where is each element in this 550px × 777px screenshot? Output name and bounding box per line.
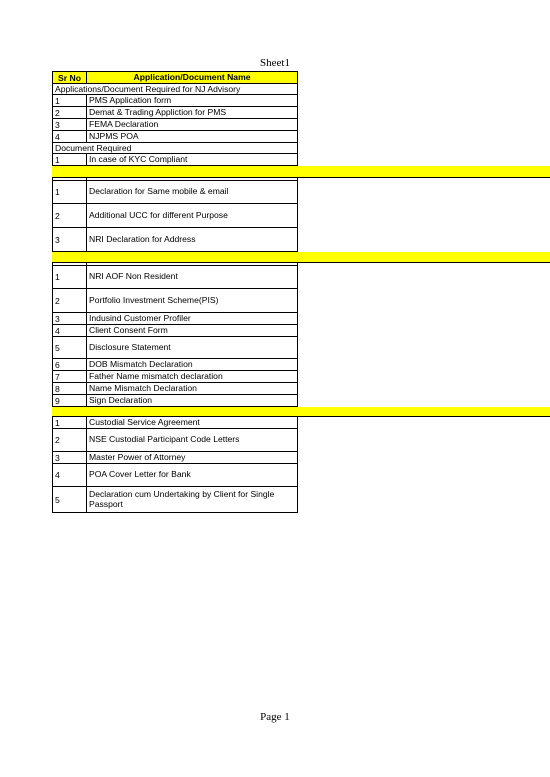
table-row bbox=[52, 204, 550, 228]
document-name-cell: NRI Declaration for Address bbox=[87, 228, 298, 252]
table-row bbox=[52, 337, 550, 359]
table-row bbox=[52, 119, 550, 131]
document-name-cell: Father Name mismatch declaration bbox=[87, 371, 298, 383]
document-name-cell: NSE Custodial Participant Code Letters bbox=[87, 429, 298, 452]
sr-no-cell: 2 bbox=[52, 204, 87, 228]
sr-no-cell: 2 bbox=[52, 429, 87, 452]
sr-no-cell: 7 bbox=[52, 371, 87, 383]
table-header-row bbox=[52, 71, 550, 84]
document-name-cell: NJPMS POA bbox=[87, 131, 298, 143]
sr-no-cell: 8 bbox=[52, 383, 87, 395]
section-label: Document Required bbox=[52, 143, 298, 154]
document-name-cell: Indusind Customer Profiler bbox=[87, 313, 298, 325]
sr-no-cell: 4 bbox=[52, 325, 87, 337]
sr-no-cell: 2 bbox=[52, 289, 87, 313]
sr-no-cell: 1 bbox=[52, 154, 87, 166]
document-name-cell: Declaration for Same mobile & email bbox=[87, 181, 298, 204]
document-name-cell: Disclosure Statement bbox=[87, 337, 298, 359]
table-row bbox=[52, 313, 550, 325]
table-row bbox=[52, 452, 550, 464]
sr-no-cell: 1 bbox=[52, 95, 87, 107]
table-row bbox=[52, 417, 550, 429]
table-row bbox=[52, 181, 550, 204]
document-name-cell: Portfolio Investment Scheme(PIS) bbox=[87, 289, 298, 313]
document-name-cell: Demat & Trading Appliction for PMS bbox=[87, 107, 298, 119]
sr-no-cell: 6 bbox=[52, 359, 87, 371]
sr-no-cell: 1 bbox=[52, 181, 87, 204]
highlight-band bbox=[52, 407, 550, 417]
table-row bbox=[52, 383, 550, 395]
table-row bbox=[52, 266, 550, 289]
table-row bbox=[52, 464, 550, 487]
document-name-cell: POA Cover Letter for Bank bbox=[87, 464, 298, 487]
table-row bbox=[52, 131, 550, 143]
table-row bbox=[52, 154, 550, 166]
sr-no-cell: 4 bbox=[52, 131, 87, 143]
table-row bbox=[52, 371, 550, 383]
sr-no-cell: 9 bbox=[52, 395, 87, 407]
section-row bbox=[52, 84, 550, 95]
document-name-cell: Declaration cum Undertaking by Client for Single Passport bbox=[87, 487, 298, 513]
sr-no-cell: 3 bbox=[52, 313, 87, 325]
table-row bbox=[52, 429, 550, 452]
table-row bbox=[52, 359, 550, 371]
highlight-band bbox=[52, 252, 550, 263]
highlight-band bbox=[52, 166, 550, 178]
sr-no-cell: 1 bbox=[52, 266, 87, 289]
document-name-cell: Name Mismatch Declaration bbox=[87, 383, 298, 395]
sr-no-cell: 3 bbox=[52, 119, 87, 131]
header-document-name: Application/Document Name bbox=[87, 71, 298, 84]
page-number: Page 1 bbox=[260, 711, 290, 723]
document-name-cell: In case of KYC Compliant bbox=[87, 154, 298, 166]
header-sr-no: Sr No bbox=[52, 71, 87, 84]
sr-no-cell: 3 bbox=[52, 228, 87, 252]
section-label: Applications/Document Required for NJ Advisory bbox=[52, 84, 298, 95]
table-row bbox=[52, 228, 550, 252]
section-row bbox=[52, 143, 550, 154]
table-row bbox=[52, 395, 550, 407]
table-row bbox=[52, 487, 550, 513]
document-name-cell: DOB Mismatch Declaration bbox=[87, 359, 298, 371]
sheet-title: Sheet1 bbox=[260, 57, 290, 69]
document-table bbox=[52, 71, 550, 513]
sr-no-cell: 4 bbox=[52, 464, 87, 487]
table-row bbox=[52, 107, 550, 119]
document-name-cell: NRI AOF Non Resident bbox=[87, 266, 298, 289]
document-name-cell: Custodial Service Agreement bbox=[87, 417, 298, 429]
table-row bbox=[52, 325, 550, 337]
document-name-cell: Additional UCC for different Purpose bbox=[87, 204, 298, 228]
document-name-cell: Client Consent Form bbox=[87, 325, 298, 337]
document-name-cell: PMS Application form bbox=[87, 95, 298, 107]
sr-no-cell: 5 bbox=[52, 337, 87, 359]
document-name-cell: Master Power of Attorney bbox=[87, 452, 298, 464]
document-name-cell: Sign Declaration bbox=[87, 395, 298, 407]
document-name-cell: FEMA Declaration bbox=[87, 119, 298, 131]
table-row bbox=[52, 289, 550, 313]
sr-no-cell: 3 bbox=[52, 452, 87, 464]
sr-no-cell: 2 bbox=[52, 107, 87, 119]
table-row bbox=[52, 95, 550, 107]
sr-no-cell: 5 bbox=[52, 487, 87, 513]
sr-no-cell: 1 bbox=[52, 417, 87, 429]
